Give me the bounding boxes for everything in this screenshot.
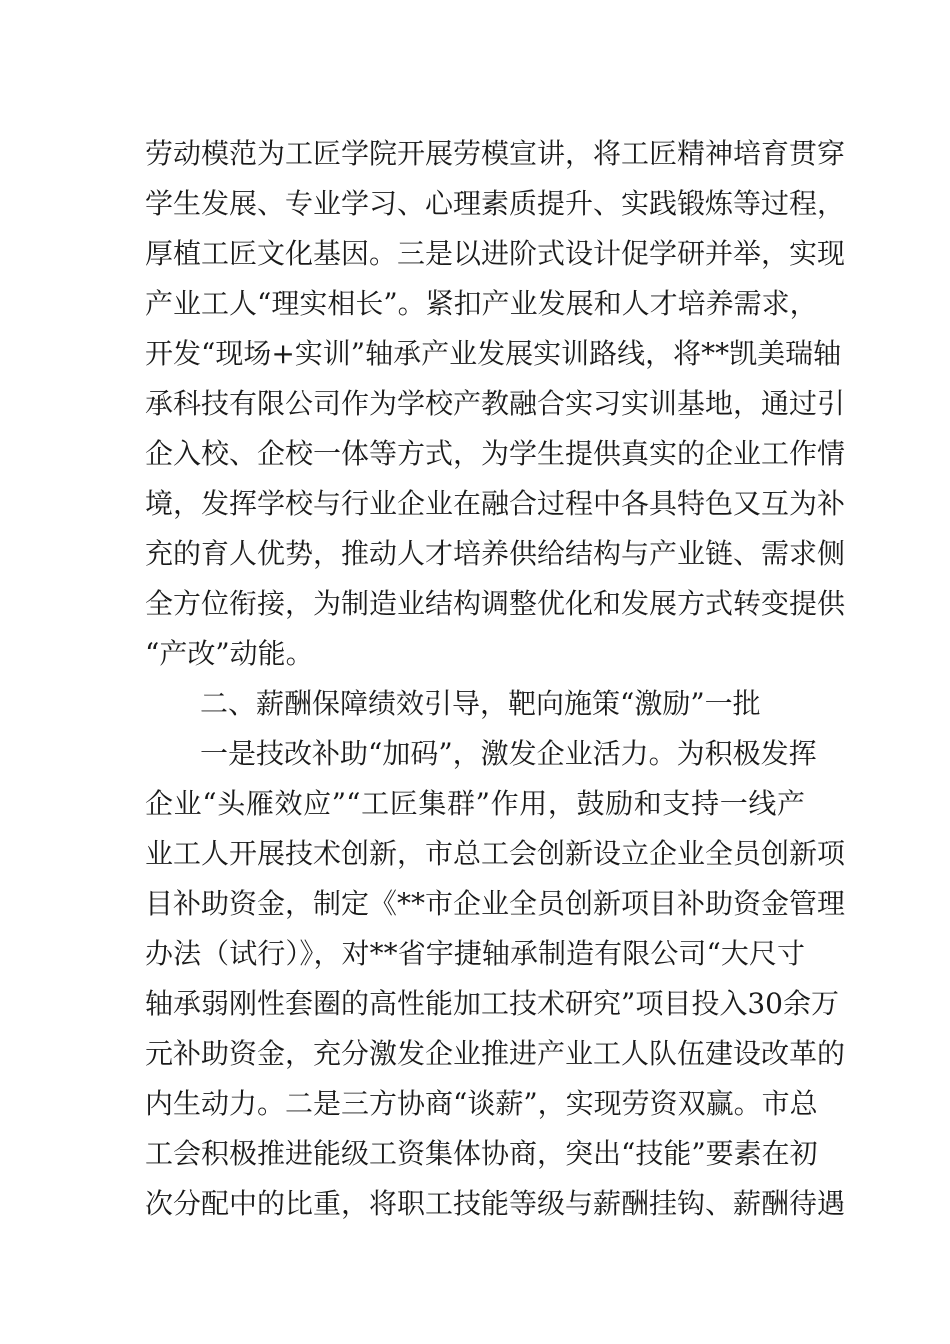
text-line: 开发“现场+实训”轴承产业发展实训路线，将**凯美瑞轴 [145, 337, 842, 370]
text-line: 目补助资金，制定《**市企业全员创新项目补助资金管理 [145, 887, 846, 920]
text-line: 企业“头雁效应”“工匠集群”作用，鼓励和支持一线产 [145, 787, 805, 820]
text-line: 元补助资金，充分激发企业推进产业工人队伍建设改革的 [145, 1037, 846, 1070]
text-line: 充的育人优势，推动人才培养供给结构与产业链、需求侧 [145, 537, 846, 570]
text-line: 一是技改补助“加码”，激发企业活力。为积极发挥 [200, 737, 817, 770]
text-line: 境，发挥学校与行业企业在融合过程中各具特色又互为补 [145, 487, 846, 520]
text-line: 办法（试行）》，对**省宇捷轴承制造有限公司“大尺寸 [145, 937, 805, 970]
text-line: 次分配中的比重，将职工技能等级与薪酬挂钩、薪酬待遇 [145, 1187, 846, 1220]
text-line: 产业工人“理实相长”。紧扣产业发展和人才培养需求， [145, 287, 818, 320]
text-line: 业工人开展技术创新，市总工会创新设立企业全员创新项 [145, 837, 846, 870]
text-line: “产改”动能。 [145, 637, 314, 670]
text-line: 厚植工匠文化基因。三是以进阶式设计促学研并举，实现 [145, 237, 846, 270]
text-line: 劳动模范为工匠学院开展劳模宣讲，将工匠精神培育贯穿 [145, 137, 846, 170]
text-line: 承科技有限公司作为学校产教融合实习实训基地，通过引 [145, 387, 846, 420]
text-line: 学生发展、专业学习、心理素质提升、实践锻炼等过程， [145, 187, 846, 220]
text-line: 轴承弱刚性套圈的高性能加工技术研究”项目投入30余万 [145, 987, 839, 1020]
text-line: 内生动力。二是三方协商“谈薪”，实现劳资双赢。市总 [145, 1087, 818, 1120]
text-line: 全方位衔接，为制造业结构调整优化和发展方式转变提供 [145, 587, 846, 620]
section-heading: 二、薪酬保障绩效引导，靶向施策“激励”一批 [200, 687, 761, 720]
text-line: 工会积极推进能级工资集体协商，突出“技能”要素在初 [145, 1137, 818, 1170]
text-line: 企入校、企校一体等方式，为学生提供真实的企业工作情 [145, 437, 846, 470]
